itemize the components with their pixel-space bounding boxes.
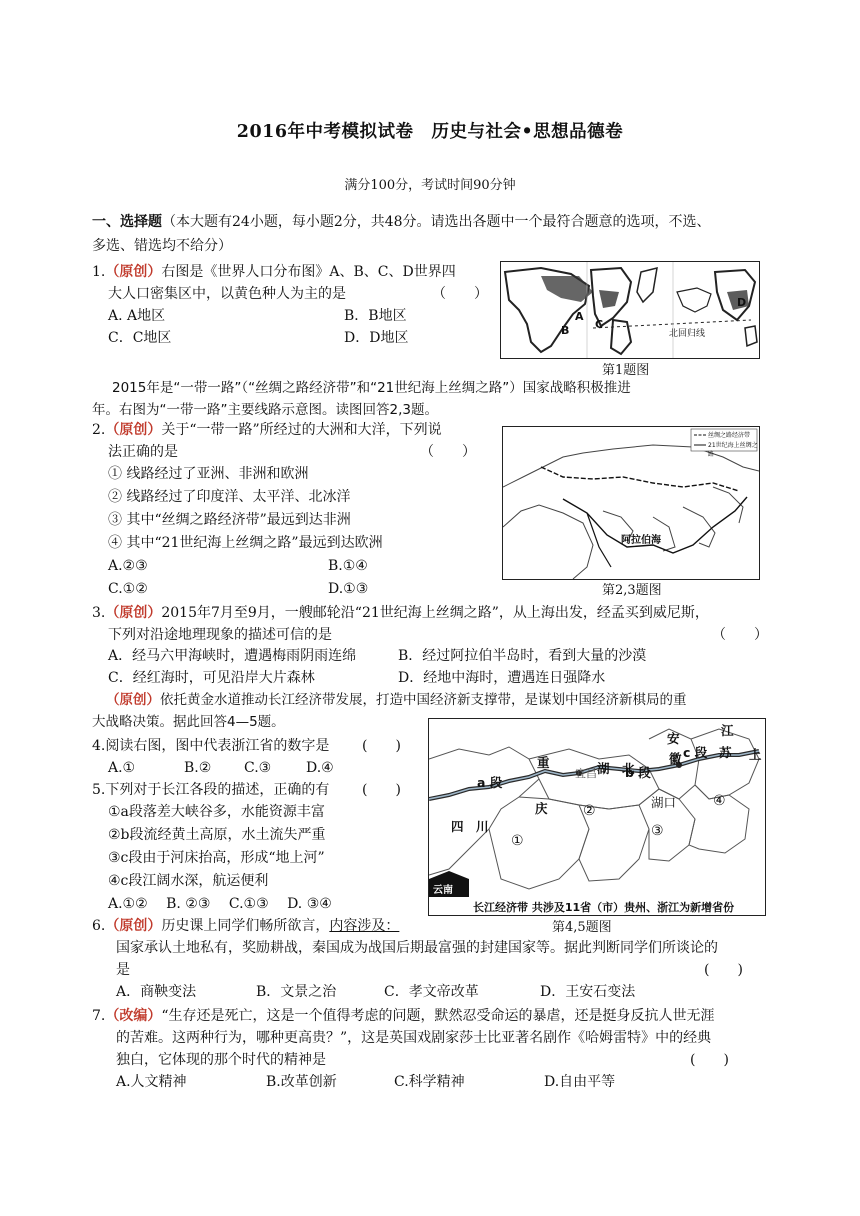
q1-stem-line-1 (92, 262, 456, 282)
belt-and-road-map (502, 426, 760, 580)
label-segment-a: a 段 (477, 775, 503, 790)
label-chongqing-1: 重 (537, 755, 550, 770)
map-label-c: C (595, 318, 604, 331)
q4-stem-line (92, 736, 329, 756)
label-region-4: ④ (713, 793, 726, 809)
label-segment-c: c 段 (683, 745, 708, 760)
map-label-tropic: 北回归线 (669, 329, 706, 339)
q2-statement-4: ④ 其中“21世纪海上丝绸之路”最远到达欧洲 (108, 535, 383, 551)
q4-option-b: B.② (184, 760, 212, 776)
legend-silk-road: 丝绸之路经济带 (708, 432, 751, 439)
q1-stem-2: 大人口密集区中，以黄色种人为主的是 (108, 286, 346, 302)
map-label-a: A (575, 310, 584, 323)
q6-stem-line-1 (92, 916, 399, 936)
q3-answer-paren: （ ） (712, 627, 768, 643)
q2-option-c: C.①② (108, 581, 148, 597)
q6-option-b: B．文景之治 (256, 984, 337, 1000)
q4-stem: 阅读右图，图中代表浙江省的数字是 (105, 738, 330, 754)
q6-option-a: A．商鞅变法 (116, 984, 197, 1000)
q5-stem: 下列对于长江各段的描述，正确的有 (105, 782, 330, 798)
q2-stem-2: 法正确的是 (108, 444, 178, 460)
q6-stem-3: 是 (116, 962, 130, 978)
label-hukou: 湖口 (651, 795, 677, 810)
q4-answer-paren: ( ) (362, 738, 401, 754)
q2-stem-1: 关于“一带一路”所经过的大洲和大洋，下列说 (161, 422, 442, 438)
q2-tag: （原创） (105, 422, 162, 438)
label-jiangsu-2: 苏 (719, 745, 732, 760)
label-region-3: ③ (651, 823, 664, 839)
q5-stem-line (92, 780, 329, 800)
label-arabian-sea: 阿拉伯海 (621, 535, 661, 546)
q2-option-b: B.①④ (328, 558, 368, 574)
q2-stem-line-1 (92, 420, 442, 440)
q3-option-d: D．经地中海时，遭遇连日强降水 (398, 670, 606, 686)
intro45-line-2: 大战略决策。据此回答4—5题。 (92, 714, 285, 730)
page-title: 2016年中考模拟试卷 历史与社会•思想品德卷 (236, 122, 624, 142)
q6-option-c: C．孝文帝改革 (384, 984, 479, 1000)
q6-answer-paren: ( ) (704, 962, 743, 978)
q1-option-d: D．D地区 (344, 330, 409, 346)
section-heading-line (92, 212, 711, 232)
q2-statement-3: ③ 其中“丝绸之路经济带”最远到达非洲 (108, 512, 351, 528)
q3-stem-line-1 (92, 603, 709, 623)
label-sichuan: 四 川 (451, 819, 489, 834)
q4-option-a: A.① (108, 760, 136, 776)
q4-number: 4. (92, 738, 106, 754)
q5-statement-1: ①a段落差大峡谷多，水能资源丰富 (108, 804, 325, 820)
q3-option-c: C．经红海时，可见沿岸大片森林 (108, 670, 315, 686)
section-desc-1: （本大题有24小题，每小题2分，共48分。请选出各题中一个最符合题意的选项，不选、 (162, 214, 711, 230)
q7-option-c: C.科学精神 (394, 1074, 465, 1090)
intro23-line-1: 2015年是“一带一路”（“丝绸之路经济带”和“21世纪海上丝绸之路”）国家战略积极推进 (112, 380, 631, 396)
q3-option-a: A．经马六甲海峡时，遭遇梅雨阴雨连绵 (108, 648, 357, 664)
q7-stem-2: 的苦难。这两种行为，哪种更高贵？”，这是英国戏剧家莎士比亚著名剧作《哈姆雷特》中的经典 (116, 1030, 712, 1046)
label-chongqing-2: 庆 (535, 801, 548, 816)
q3-stem-1: 2015年7月至9月，一艘邮轮沿“21世纪海上丝绸之路”，从上海出发，经孟买到威尼斯， (161, 605, 709, 621)
q3-tag: （原创） (105, 605, 162, 621)
q2-option-d: D.①③ (328, 581, 369, 597)
legend-maritime: 21世纪海上丝绸之路 (708, 442, 758, 458)
label-jiangsu-1: 江 (721, 723, 734, 738)
label-yunnan: 云南 (433, 885, 453, 896)
section-desc-2: 多选、错选均不给分） (92, 238, 232, 254)
q1-answer-paren: （ ） (432, 286, 488, 302)
q7-answer-paren: ( ) (690, 1052, 729, 1068)
q1-option-a: A. A地区 (108, 308, 166, 324)
map-banner: 长江经济带 共涉及11省（市）贵州、浙江为新增省份 (473, 901, 735, 914)
q6-tag: （原创） (105, 918, 162, 934)
q5-number: 5. (92, 782, 106, 798)
label-shanghai: 上 (749, 747, 762, 762)
q6-stem-1a: 历史课上同学们畅所欲言， (161, 918, 330, 934)
world-map-graphic (501, 262, 759, 358)
map-label-b: B (561, 324, 570, 337)
q3-option-b: B．经过阿拉伯半岛时，看到大量的沙漠 (398, 648, 647, 664)
q2-number: 2. (92, 422, 106, 438)
q6-stem-2: 国家承认土地私有，奖励耕战，秦国成为战国后期最富强的封建国家等。据此判断同学们所谈论的 (116, 940, 718, 956)
q1-figure-caption: 第1题图 (602, 363, 650, 378)
label-anhui-1: 安 (667, 731, 680, 746)
map-label-d: D (737, 296, 747, 309)
q4-option-d: D.④ (306, 760, 334, 776)
q6-number: 6. (92, 918, 106, 934)
label-segment-b: b 段 (625, 765, 651, 780)
q1-tag: （原创） (105, 264, 162, 280)
q1-number: 1. (92, 264, 106, 280)
q1-stem-1: 右图是《世界人口分布图》A、B、C、D世界四 (161, 264, 456, 280)
q23-figure-caption: 第2,3题图 (602, 583, 662, 598)
q7-option-d: D.自由平等 (544, 1074, 616, 1090)
q3-number: 3. (92, 605, 106, 621)
q2-answer-paren: （ ） (420, 444, 476, 460)
q7-stem-line-1 (92, 1006, 715, 1026)
intro45-line-1 (106, 690, 687, 710)
yangtze-economic-belt-map (428, 718, 766, 916)
q7-option-b: B.改革创新 (266, 1074, 337, 1090)
q3-stem-2: 下列对沿途地理现象的描述可信的是 (108, 627, 332, 643)
q7-number: 7. (92, 1008, 106, 1024)
q5-statement-4: ④c段江阔水深，航运便利 (108, 873, 269, 889)
label-yichang: 宜昌 (575, 767, 597, 780)
q2-statement-2: ② 线路经过了印度洋、太平洋、北冰洋 (108, 489, 351, 505)
q7-option-a: A.人文精神 (116, 1074, 187, 1090)
intro45-tag: （原创） (106, 692, 160, 708)
label-anhui-2: 徽 (669, 751, 682, 766)
exam-info: 满分100分，考试时间90分钟 (344, 178, 516, 193)
q6-option-d: D．王安石变法 (540, 984, 636, 1000)
intro45-text-1: 依托黄金水道推动长江经济带发展，打造中国经济新支撑带，是谋划中国经济新棋局的重 (160, 692, 687, 708)
q4-option-c: C.③ (244, 760, 272, 776)
label-region-1: ① (511, 833, 524, 849)
q5-statement-2: ②b段流经黄土高原，水土流失严重 (108, 827, 326, 843)
section-heading: 一、选择题 (92, 214, 162, 230)
q2-option-a: A.②③ (108, 558, 148, 574)
label-hubei: 湖 北 (597, 761, 635, 776)
q7-stem-1: “生存还是死亡，这是一个值得考虑的问题，默然忍受命运的暴虐，还是挺身反抗人世无涯 (161, 1008, 715, 1024)
q7-stem-3: 独白，它体现的那个时代的精神是 (116, 1052, 326, 1068)
q6-stem-1b: 内容涉及： (329, 918, 400, 934)
q5-answer-paren: ( ) (362, 782, 401, 798)
q45-figure-caption: 第4,5题图 (552, 920, 612, 935)
world-population-map (500, 261, 760, 359)
q1-option-b: B．B地区 (344, 308, 407, 324)
q5-options: A.①② B. ②③ C.①③ D. ③④ (108, 896, 332, 912)
intro23-line-2: 年。右图为“一带一路”主要线路示意图。读图回答2,3题。 (92, 402, 438, 418)
q7-tag: （改编） (105, 1008, 162, 1024)
q1-option-c: C．C地区 (108, 330, 172, 346)
q2-statement-1: ① 线路经过了亚洲、非洲和欧洲 (108, 466, 309, 482)
q5-statement-3: ③c段由于河床抬高，形成“地上河” (108, 850, 325, 866)
label-region-2: ② (583, 803, 596, 819)
